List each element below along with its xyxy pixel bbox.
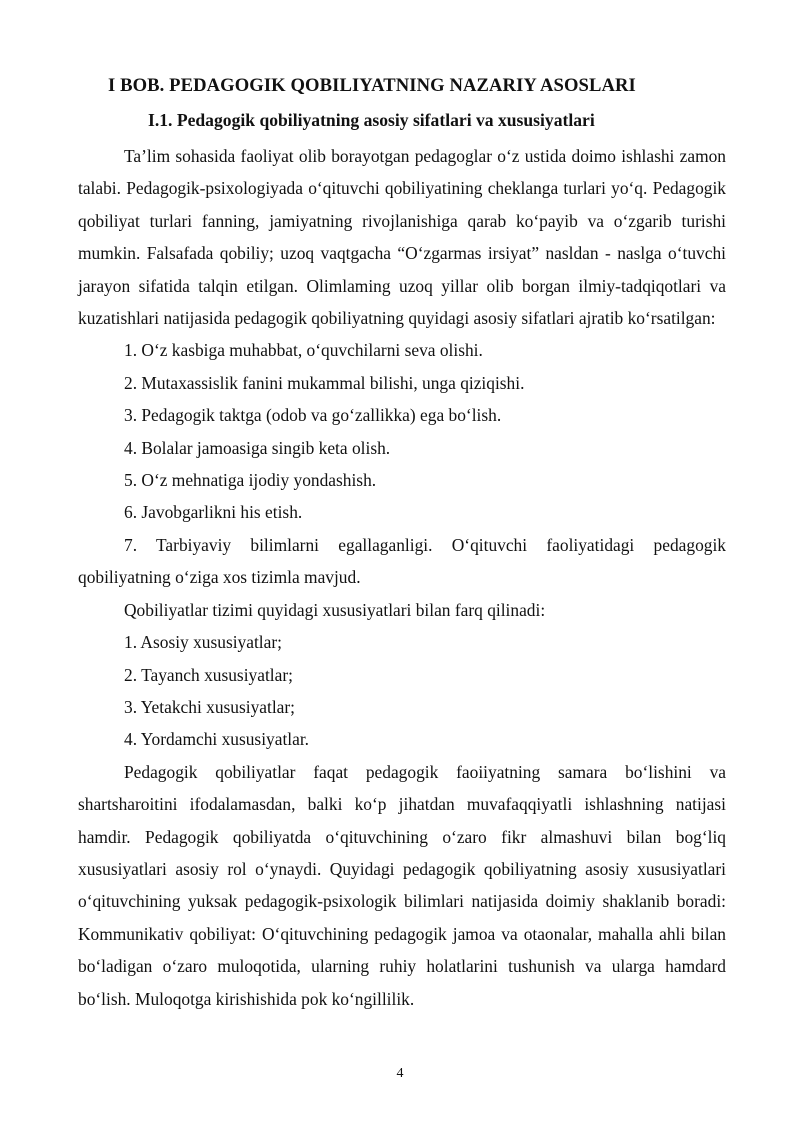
closing-paragraph: Pedagogik qobiliyatlar faqat pedagogik faoiiyatning samara bo‘lishini va shartsharoitini ifodalamasdan, balki ko‘p jihatdan muvafaqqiyatli ishlashning natijasi hamdir. Pedagogik qobiliyatda o‘qituvchining o‘zaro fikr almashuvi bilan bog‘liq xususiyatlari asosiy rol o‘ynaydi. Quyidagi pedagogik qobiliyatning asosiy xususiyatlari o‘qituvchining yuksak pedagogik-psixologik bilimlari natijasida doimiy shaklanib boradi: Kommunikativ qobiliyat: O‘qituvchining pedagogik jamoa va otaonalar, mahalla ahli bilan bo‘ladigan o‘zaro muloqotida, ularning ruhiy holatlarini tushunish va ularga hamdard bo‘lish. Muloqotga kirishishida pok ko‘ngillilik. [78, 761, 726, 1009]
quality-item-1: 1. O‘z kasbiga muhabbat, o‘quvchilarni seva olishi. [124, 340, 483, 361]
quality-item-2: 2. Mutaxassislik fanini mukammal bilishi, unga qiziqishi. [124, 372, 525, 393]
intro-paragraph: Ta’lim sohasida faoliyat olib borayotgan pedagoglar o‘z ustida doimo ishlashi zamon talabi. Pedagogik-psixologiyada o‘qituvchi qobiliyatining cheklanga turlari yo‘q. Pedagogik qobiliyat turlari fanning, jamiyatning rivojlanishiga qarab ko‘payib va o‘zgarib turishi mumkin. Falsafada qobiliy; uzoq vaqtgacha “O‘zgarmas irsiyat” nasldan - naslga o‘tuvchi jarayon sifatida talqin etilgan. Olimlaming uzoq yillar olib borgan ilmiy-tadqiqotlari va kuzatishlari natijasida pedagogik qobiliyatning quyidagi asosiy sifatlari ajratib ko‘rsatilgan: [78, 146, 726, 329]
property-item-1: 1. Asosiy xususiyatlar; [124, 632, 282, 653]
property-item-3: 3. Yetakchi xususiyatlar; [124, 696, 295, 717]
quality-item-7: 7. Tarbiyaviy bilimlarni egallaganligi. O‘qituvchi faoliyatidagi pedagogik qobiliyatning o‘ziga xos tizimla mavjud. [78, 534, 726, 588]
property-item-4: 4. Yordamchi xususiyatlar. [124, 729, 310, 750]
quality-item-4: 4. Bolalar jamoasiga singib keta olish. [124, 437, 391, 458]
section-heading: I.1. Pedagogik qobiliyatning asosiy sifatlari va xususiyatlari [148, 110, 595, 130]
body-text [78, 140, 726, 1015]
property-item-2: 2. Tayanch xususiyatlar; [124, 664, 293, 685]
system-intro: Qobiliyatlar tizimi quyidagi xususiyatlari bilan farq qilinadi: [124, 599, 546, 620]
page-number: 4 [396, 1066, 404, 1081]
quality-item-6: 6. Javobgarlikni his etish. [124, 502, 303, 523]
chapter-heading: I BOB. PEDAGOGIK QOBILIYATNING NAZARIY ASOSLARI [108, 75, 636, 96]
quality-item-5: 5. O‘z mehnatiga ijodiy yondashish. [124, 470, 377, 491]
quality-item-3: 3. Pedagogik taktga (odob va go‘zallikka) ega bo‘lish. [124, 405, 502, 426]
